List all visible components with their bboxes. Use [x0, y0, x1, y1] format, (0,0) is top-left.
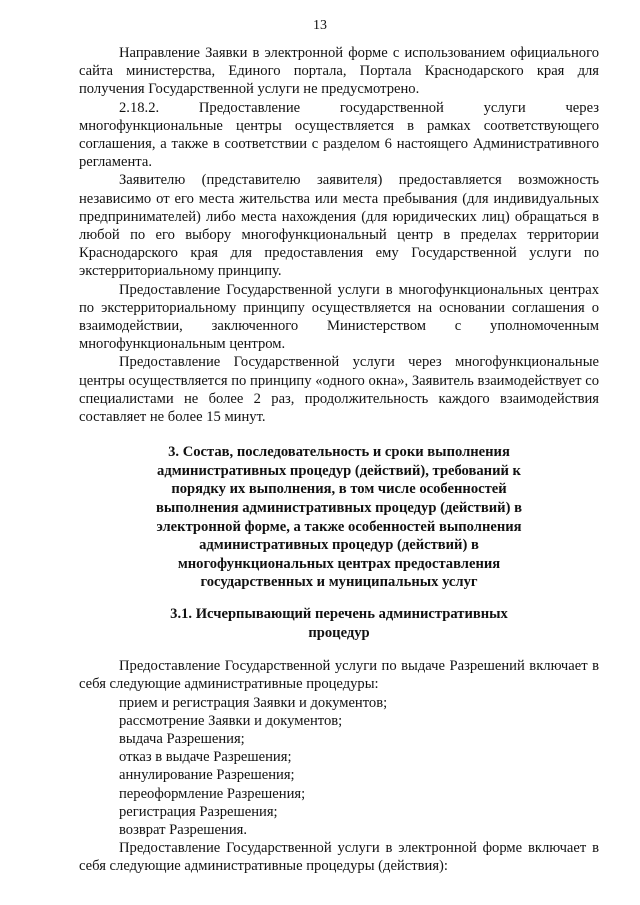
page-number: 13 — [313, 18, 327, 33]
paragraph-electronic-procedures: Предоставление Государственной услуги в электронной форме включает в себя следующие административные процедуры (действия): — [79, 840, 599, 875]
paragraph-extraterritorial-agreement: Предоставление Государственной услуги в многофункциональных центрах по экстерриториальному принципу осуществляется на основании соглашения о взаимодействии, заключенного Министерством с уполномоченным многофункциональным центром. — [79, 281, 599, 353]
list-item: возврат Разрешения. — [119, 822, 247, 839]
paragraph-one-window: Предоставление Государственной услуги через многофункциональные центры осуществляется по принципу «одного окна», Заявитель взаимодействует со специалистами не более 2 раз, продолжительность каждого взаимодействия составляет не более 15 минут. — [79, 354, 599, 426]
paragraph-2-18-2: 2.18.2. Предоставление государственной услуги через многофункциональные центры осуществляется в рамках соответствующего соглашения, а также в соответствии с разделом 6 настоящего Административного регламента. — [79, 99, 599, 171]
list-item: выдача Разрешения; — [119, 731, 245, 748]
page-content — [79, 44, 599, 876]
section-heading: 3. Состав, последовательность и сроки выполнения административных процедур (действий), требований к порядку их выполнения, в том числе особенностей выполнения административных процедур (действий) в электронной форме, а также особенностей выполнения административных процедур (действий) в многофункциональных центрах предоставления государственных и муниципальных услуг — [156, 444, 522, 591]
procedures-list — [79, 694, 599, 840]
list-item: отказ в выдаче Разрешения; — [119, 749, 292, 766]
list-item: рассмотрение Заявки и документов; — [119, 712, 343, 729]
list-item: регистрация Разрешения; — [119, 803, 278, 820]
list-item: переоформление Разрешения; — [119, 785, 306, 802]
subsection-heading: 3.1. Исчерпывающий перечень административных процедур — [170, 606, 508, 641]
list-item: аннулирование Разрешения; — [119, 767, 295, 784]
paragraph-extraterritorial-right: Заявителю (представителю заявителя) предоставляется возможность независимо от его места жительства или места пребывания (для индивидуальных предпринимателей) либо места нахождения (для юридических лиц) обращаться в любой по его выбору многофункциональный центр в пределах территории Краснодарского края для предоставления ему Государственной услуги по экстерриториальному принципу. — [79, 172, 599, 280]
paragraph-electronic-submission: Направление Заявки в электронной форме с использованием официального сайта министерства, Единого портала, Портала Краснодарского края для получения Государственной услуги не предусмотрено. — [79, 45, 599, 98]
paragraph-procedures-intro: Предоставление Государственной услуги по выдаче Разрешений включает в себя следующие административные процедуры: — [79, 658, 599, 693]
list-item: прием и регистрация Заявки и документов; — [119, 694, 388, 711]
